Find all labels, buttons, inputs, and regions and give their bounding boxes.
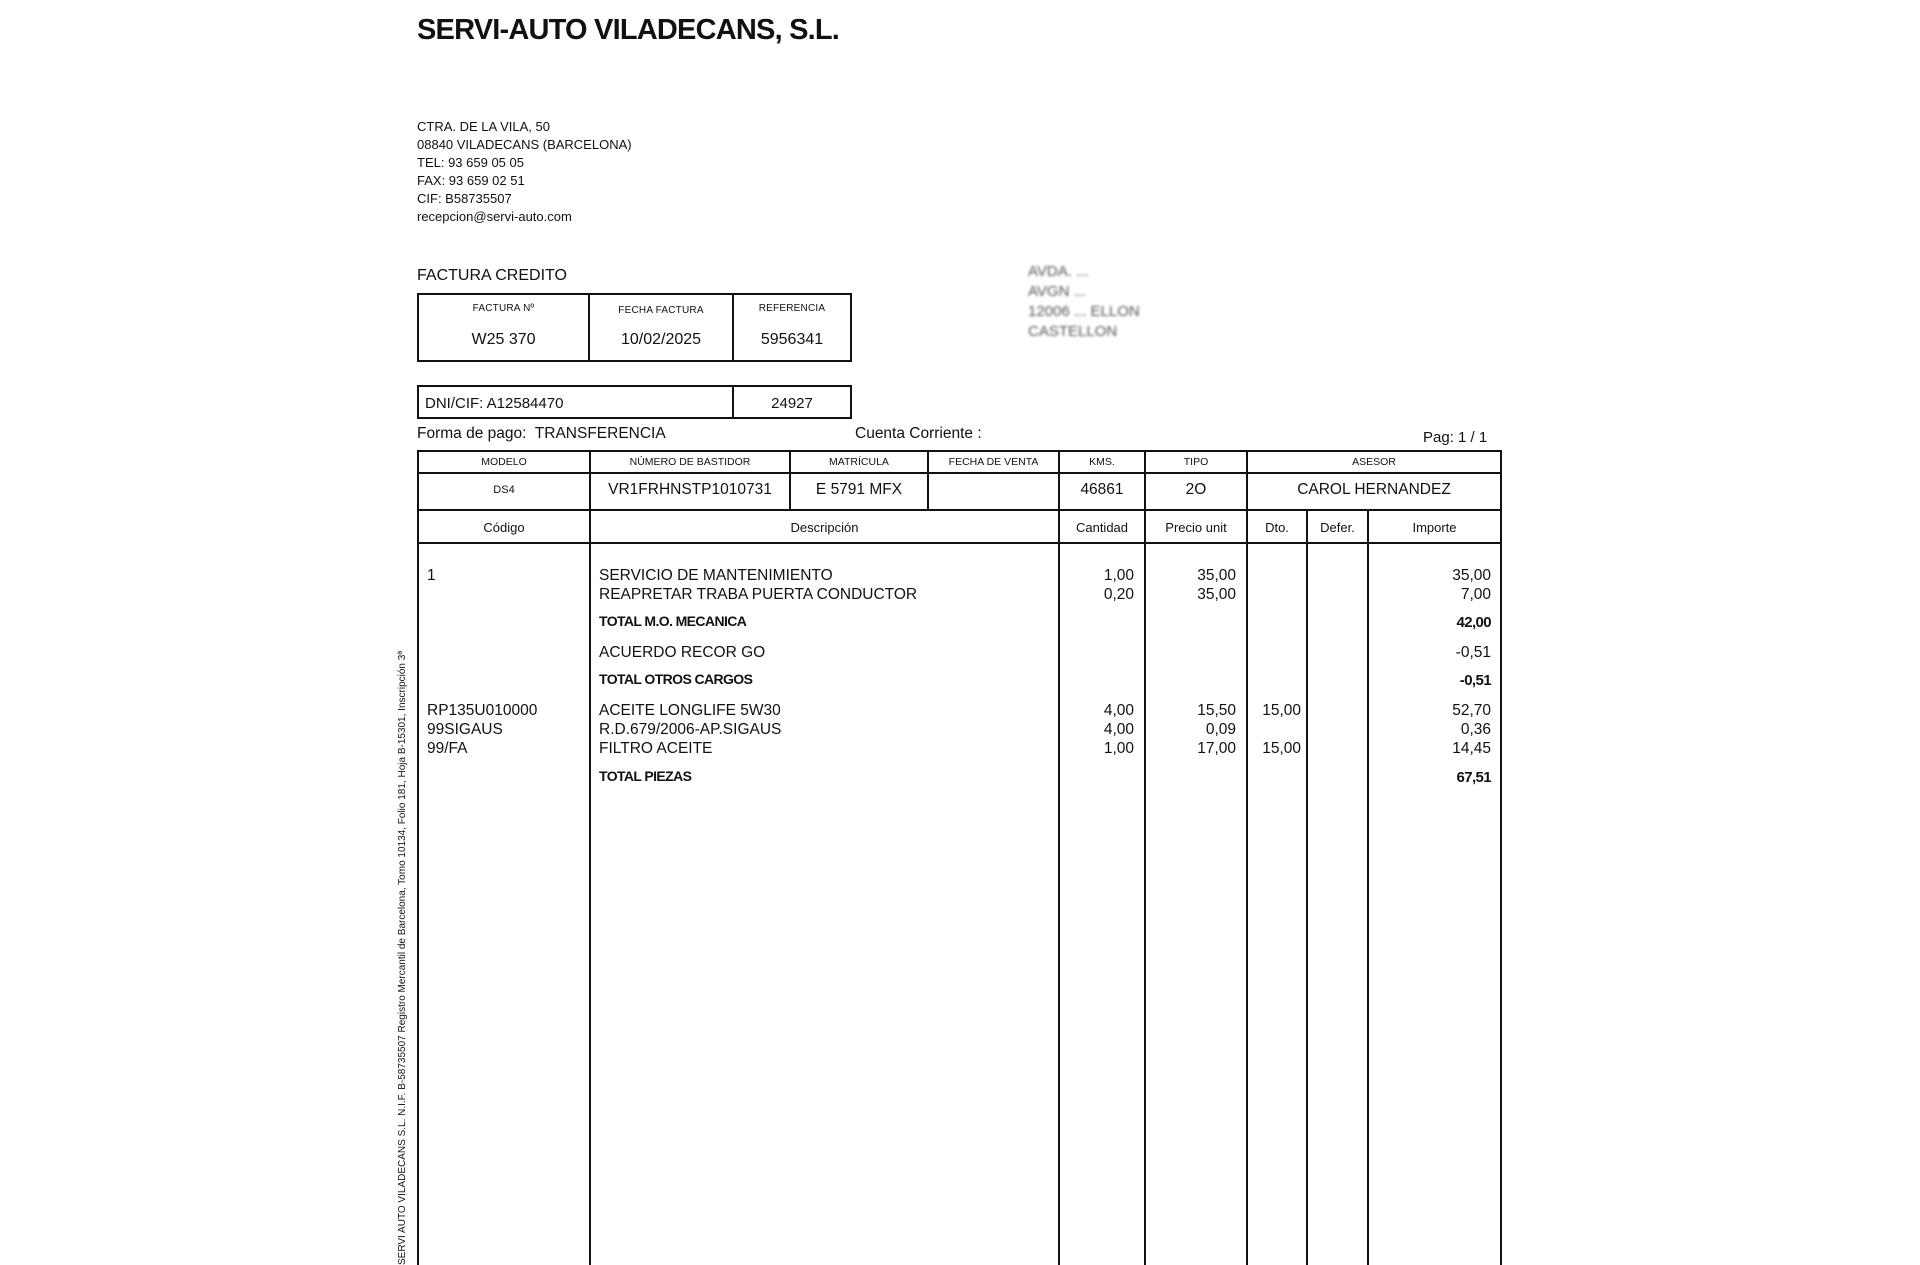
modelo-value: DS4 bbox=[493, 484, 515, 496]
document-type: FACTURA CREDITO bbox=[417, 267, 567, 284]
page-number: Pag: 1 / 1 bbox=[1423, 429, 1488, 446]
address-street: CTRA. DE LA VILA, 50 bbox=[417, 119, 550, 134]
total-piezas-amount: 67,51 bbox=[1456, 769, 1491, 786]
matricula-header: MATRÍCULA bbox=[829, 456, 889, 468]
payment-value: TRANSFERENCIA bbox=[534, 425, 666, 442]
address-email: recepcion@servi-auto.com bbox=[417, 209, 572, 224]
line-dto: 15,00 bbox=[1262, 740, 1301, 757]
dni-cif: DNI/CIF: A12584470 bbox=[425, 395, 564, 412]
line-cantidad: 1,00 bbox=[1103, 740, 1134, 757]
line-descripcion: R.D.679/2006-AP.SIGAUS bbox=[599, 721, 782, 738]
client-line: AVGN ... bbox=[1028, 283, 1087, 300]
cantidad-header: Cantidad bbox=[1075, 520, 1129, 535]
fecha-venta-header: FECHA DE VENTA bbox=[948, 456, 1039, 468]
line-importe: 52,70 bbox=[1452, 702, 1491, 719]
line-precio: 15,50 bbox=[1197, 702, 1236, 719]
line-codigo: RP135U010000 bbox=[427, 702, 538, 719]
factura-number: W25 370 bbox=[471, 331, 536, 348]
client-address-blurred bbox=[1028, 262, 1140, 342]
invoice-table bbox=[417, 450, 1502, 1265]
address-cif: CIF: B58735507 bbox=[417, 191, 512, 206]
line-importe: 14,45 bbox=[1452, 740, 1491, 757]
fecha-value: 10/02/2025 bbox=[620, 331, 702, 348]
address-city: 08840 VILADECANS (BARCELONA) bbox=[417, 137, 632, 152]
payment-label: Forma de pago: bbox=[417, 425, 527, 442]
factura-cell bbox=[419, 295, 590, 360]
invoice-info-box bbox=[417, 293, 852, 362]
total-mo-amount: 42,00 bbox=[1456, 614, 1491, 631]
payment-method bbox=[417, 425, 666, 443]
descripcion-header: Descripción bbox=[790, 520, 859, 535]
address-fax: FAX: 93 659 02 51 bbox=[417, 173, 525, 188]
client-line: 12006 ... ELLON bbox=[1028, 303, 1140, 320]
modelo-header: MODELO bbox=[481, 456, 527, 468]
line-precio: 35,00 bbox=[1197, 586, 1236, 603]
referencia-cell bbox=[734, 295, 850, 360]
line-importe: 7,00 bbox=[1460, 586, 1491, 603]
tipo-header: TIPO bbox=[1183, 456, 1209, 468]
referencia-value: 5956341 bbox=[760, 331, 824, 348]
total-mo-label: TOTAL M.O. MECANICA bbox=[599, 613, 747, 629]
kms-value: 46861 bbox=[1080, 481, 1124, 498]
company-name: SERVI-AUTO VILADECANS, S.L. bbox=[417, 14, 840, 46]
line-importe: 35,00 bbox=[1452, 567, 1491, 584]
company-address bbox=[417, 118, 632, 226]
importe-header: Importe bbox=[1412, 520, 1457, 535]
tipo-value: 2O bbox=[1185, 481, 1207, 498]
client-number: 24927 bbox=[771, 395, 813, 412]
bastidor-value: VR1FRHNSTP1010731 bbox=[608, 481, 772, 498]
line-descripcion: SERVICIO DE MANTENIMIENTO bbox=[599, 567, 833, 584]
line-descripcion: REAPRETAR TRABA PUERTA CONDUCTOR bbox=[599, 586, 918, 603]
asesor-header: ASESOR bbox=[1352, 456, 1396, 468]
line-cantidad: 4,00 bbox=[1103, 702, 1134, 719]
line-precio: 17,00 bbox=[1197, 740, 1236, 757]
total-otros-amount: -0,51 bbox=[1459, 672, 1491, 689]
codigo-header: Código bbox=[483, 520, 525, 535]
line-descripcion: ACUERDO RECOR GO bbox=[599, 644, 766, 661]
fecha-label: FECHA FACTURA bbox=[618, 305, 704, 316]
line-codigo: 1 bbox=[427, 567, 436, 584]
client-line: AVDA. ... bbox=[1028, 263, 1089, 280]
line-descripcion: FILTRO ACEITE bbox=[599, 740, 713, 757]
client-line: CASTELLON bbox=[1028, 323, 1118, 340]
current-account-label: Cuenta Corriente : bbox=[855, 425, 982, 442]
line-precio: 0,09 bbox=[1205, 721, 1236, 738]
line-cantidad: 0,20 bbox=[1103, 586, 1134, 603]
fecha-cell bbox=[590, 295, 734, 360]
total-piezas-label: TOTAL PIEZAS bbox=[599, 768, 692, 784]
asesor-value: CAROL HERNANDEZ bbox=[1297, 481, 1451, 498]
line-descripcion: ACEITE LONGLIFE 5W30 bbox=[599, 702, 781, 719]
dni-box bbox=[417, 385, 852, 419]
referencia-label: REFERENCIA bbox=[758, 303, 826, 314]
line-importe: -0,51 bbox=[1455, 644, 1491, 661]
address-tel: TEL: 93 659 05 05 bbox=[417, 155, 524, 170]
line-importe: 0,36 bbox=[1460, 721, 1491, 738]
line-cantidad: 4,00 bbox=[1103, 721, 1134, 738]
total-otros-label: TOTAL OTROS CARGOS bbox=[599, 671, 753, 687]
bastidor-header: NÚMERO DE BASTIDOR bbox=[629, 456, 751, 468]
line-codigo: 99SIGAUS bbox=[427, 721, 503, 738]
dto-header: Dto. bbox=[1265, 520, 1289, 535]
defer-header: Defer. bbox=[1320, 520, 1355, 535]
line-precio: 35,00 bbox=[1197, 567, 1236, 584]
line-dto: 15,00 bbox=[1262, 702, 1301, 719]
precio-header: Precio unit bbox=[1165, 520, 1227, 535]
line-codigo: 99/FA bbox=[427, 740, 468, 757]
matricula-value: E 5791 MFX bbox=[815, 481, 903, 498]
kms-header: KMS. bbox=[1089, 456, 1115, 468]
line-cantidad: 1,00 bbox=[1103, 567, 1134, 584]
registry-side-text: SERVI AUTO VILADECANS S.L. N.I.F. B-58735507 Registro Mercantil de Barcelona, Tomo 10134, Folio 181, Hoja B-15301, Inscripción 3ª bbox=[397, 650, 408, 1265]
factura-label: FACTURA Nº bbox=[472, 303, 535, 314]
